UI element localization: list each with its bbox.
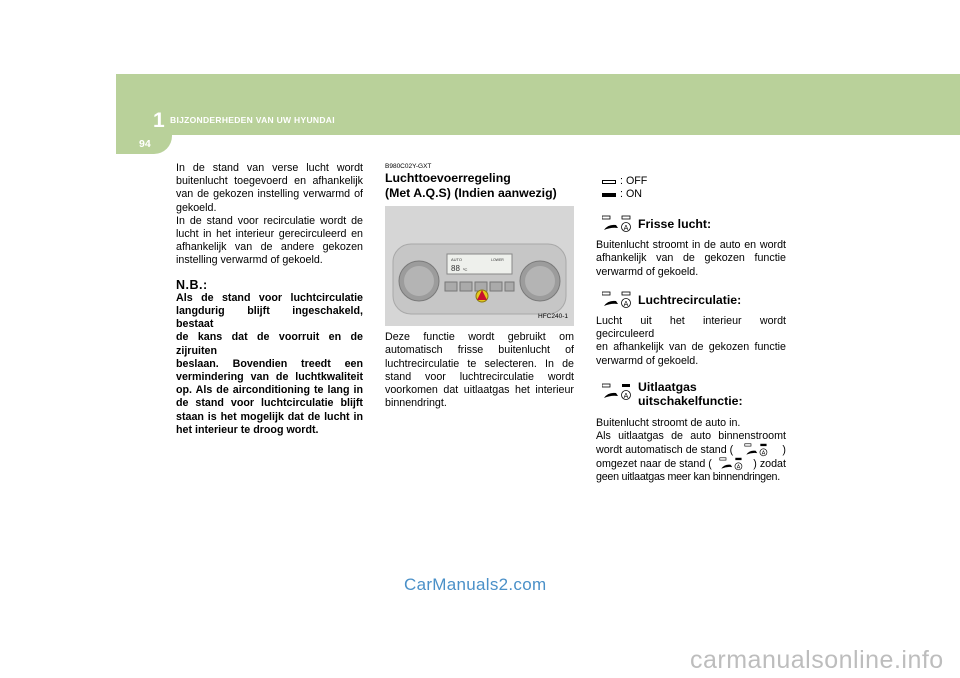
text-line: Als de stand voor luchtcirculatie [176,291,363,304]
paragraph-recirc-mode [176,215,363,268]
text-line: lucht in het interieur gerecirculeerd en [176,228,363,241]
text-line-with-icon [596,457,786,471]
text-line: op. Als de airconditioning te lang in [176,384,363,397]
text-line: instelling verwarmd of gekoeld. [176,254,323,267]
exhaust-text [596,417,786,485]
panel-lower-label: LOWER [491,258,504,263]
text-line: verwarmd of gekoeld. [596,265,699,278]
text-line: de stand voor luchtcirculatie blijft [176,397,363,410]
fresh-air-title: Frisse lucht: [638,217,712,231]
text-line: Lucht uit het interieur wordt gecirculeerd [596,315,786,341]
fresh-air-heading [596,215,786,237]
climate-panel-illustration [385,206,574,326]
text-line: beslaan. Bovendien treedt een [176,357,363,370]
text-fragment: omgezet naar de stand ( [596,457,712,470]
paragraph-fresh-mode [176,162,363,215]
recirculation-heading [596,291,786,313]
chapter-title: BIJZONDERHEDEN VAN UW HYUNDAI [170,115,335,125]
watermark-bottom: carmanualsonline.info [690,646,944,674]
indicator-off-icon [602,180,616,184]
text-line: vermindering van de luchtkwaliteit [176,371,363,384]
exhaust-cutoff-inline-icon [744,443,772,457]
text-line: van de gekozen instelling verwarmd of [176,188,363,201]
note-body [176,292,363,437]
recirculation-text [596,315,786,368]
exhaust-heading [596,380,786,409]
indicator-legend [602,175,786,201]
exhaust-title [638,380,743,409]
text-line: Buitenlucht stroomt in de auto en wordt [596,239,786,252]
panel-unit: ºC [463,267,468,273]
legend-on [602,188,786,201]
section-code: B980C02Y-GXT [385,163,432,170]
text-line: stand voor luchtrecirculatie wordt [385,370,574,383]
climate-panel-figure [385,206,574,326]
panel-auto-label: AUTO [451,257,463,263]
recirculation-mode-icon [602,291,636,313]
section-title [385,171,574,200]
text-line: voorkomen dat uitlaatgas het interieur [385,384,574,396]
text-fragment: ) [782,443,786,456]
figure-code: HFC240-1 [538,312,568,320]
text-line: automatisch frisse buitenlucht of [385,344,574,357]
text-line: staan is het mogelijk dat de lucht in [176,410,363,423]
column-right [596,175,786,485]
icon-letter: A [623,300,629,308]
text-line: afhankelijk van de gekozen functie [596,252,786,265]
text-line: geen uitlaatgas meer kan binnendringen. [596,471,780,484]
column-middle [385,163,574,410]
text-fragment: wordt automatisch de stand ( [596,443,734,456]
text-line: Buitenlucht stroomt de auto in. [596,417,741,430]
text-line: luchtrecirculatie te selecteren. In de [385,357,574,370]
section-body [385,331,574,410]
indicator-on-icon [602,193,616,197]
text-fragment: ) zodat [753,457,786,470]
legend-off [602,175,786,188]
legend-off-label: : OFF [620,174,648,187]
text-line: In de stand van verse lucht wordt [176,162,363,174]
icon-letter: A [623,224,629,232]
fresh-air-text [596,239,786,279]
icon-letter: A [761,450,766,457]
text-line: afhankelijk van de andere gekozen [176,241,363,254]
fresh-air-mode-icon [602,215,636,237]
exhaust-cutoff-icon [602,383,636,405]
recirculation-inline-icon [719,457,747,471]
title-line: uitschakelfunctie: [638,394,743,409]
note-heading: N.B.: [176,277,208,292]
title-line: (Met A.Q.S) (Indien aanwezig) [385,185,557,200]
page-number: 94 [139,138,151,150]
text-line: verwarmd of gekoeld. [596,354,699,367]
text-line: Deze functie wordt gebruikt om [385,331,574,344]
text-line: het interieur te droog wordt. [176,423,319,436]
text-line: de kans dat de voorruit en de zijruiten [176,331,363,357]
panel-digits: 88 [451,264,460,274]
recirculation-title: Luchtrecirculatie: [638,292,742,307]
icon-letter: A [623,392,629,400]
title-line: Uitlaatgas [638,379,697,394]
legend-on-label: : ON [620,187,642,200]
text-line: buitenlucht toegevoerd en afhankelijk [176,175,363,188]
icon-letter: A [736,464,740,471]
text-line: langdurig blijft ingeschakeld, bestaat [176,305,363,331]
text-line: In de stand voor recirculatie wordt de [176,214,363,227]
text-line-with-icon [596,443,786,457]
watermark-top: CarManuals2.com [404,575,547,594]
chapter-number: 1 [153,109,165,132]
header-band [116,74,960,135]
text-line: gekoeld. [176,201,217,214]
text-line: binnendringt. [385,397,447,410]
text-line: en afhankelijk van de gekozen functie [596,341,786,354]
text-line: Als uitlaatgas de auto binnenstroomt [596,430,786,443]
title-line: Luchttoevoerregeling [385,171,511,185]
column-left [176,162,363,437]
